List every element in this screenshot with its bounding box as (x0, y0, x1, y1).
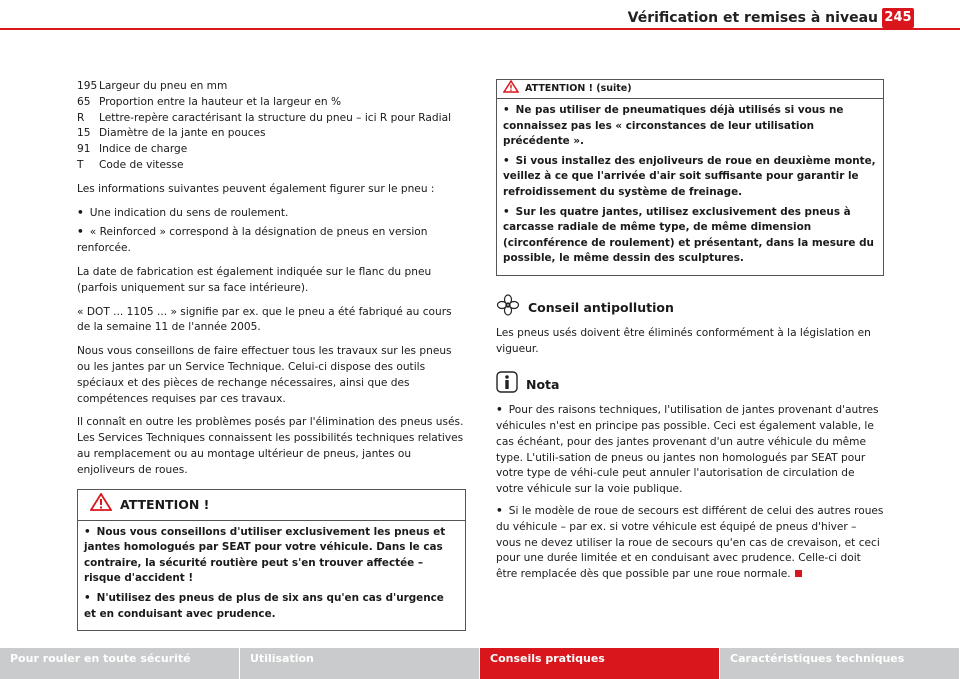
bullet-icon: • (503, 104, 510, 116)
spec-row (77, 158, 466, 174)
note-text: Pour des raisons techniques, l'utilisation de jantes provenant d'autres véhicules n'est en principe pas possible. Ceci est également valable, le cas échéant, pour des jantes provenant d'un autre véhicule du même type. L'utili-sation de pneus ou jantes non homologués par SEAT pour votre type de véhi-cule peut annuler l'autorisation de circulation de votre véhicule sur la voie publique. (496, 404, 879, 496)
warning-continued-body (497, 99, 883, 275)
warning-text: Nous vous conseillons d'utiliser exclusivement les pneus et jantes homologués par SEAT pour votre véhicule. Dans le cas contraire, la sécurité routière peut s'en trouver affectée – risque d'accident ! (84, 525, 446, 585)
spec-row (77, 79, 466, 95)
warning-item (84, 525, 459, 587)
spec-text: Diamètre de la jante en pouces (99, 127, 266, 140)
bullet-icon: • (77, 226, 84, 239)
eco-title: Conseil antipollution (528, 299, 674, 315)
paragraph-info: Les informations suivantes peuvent également figurer sur le pneu : (77, 182, 435, 195)
footer-nav (0, 648, 960, 679)
warning-body (78, 521, 465, 631)
note-text: Si le modèle de roue de secours est différent de celui des autres roues du véhicule – par ex. si votre véhicule est équipé de pneus d'hiver – vous ne devez utiliser la roue de secours qu'en cas de crevaison, et ceci pour une durée limitée et en conduisant avec prudence. Celle-ci doit être remplacée dès que possible par une roue normale. (496, 504, 884, 581)
spec-row (77, 142, 466, 158)
warning-triangle-icon (90, 493, 112, 517)
spec-text: Indice de charge (99, 143, 188, 156)
paragraph-date: La date de fabrication est également indiquée sur le flanc du pneu (parfois uniquement sur sa face intérieure). (77, 265, 432, 294)
footer-tab-practical-tips[interactable]: Conseils pratiques (480, 648, 720, 679)
warning-box (77, 489, 466, 632)
warning-item (503, 154, 877, 201)
spec-text: Largeur du pneu en mm (99, 80, 228, 92)
list-item (77, 225, 466, 257)
bullet-icon: • (496, 404, 503, 417)
warning-item (84, 591, 459, 622)
spec-text: Proportion entre la hauteur et la largeur en % (99, 95, 342, 108)
warning-text: N'utilisez des pneus de plus de six ans qu'en cas d'urgence et en conduisant avec prudence. (84, 591, 444, 620)
warning-text: Si vous installez des enjoliveurs de roue en deuxième monte, veillez à ce que l'arrivée d'air soit suffisante pour garantir le refroidissement du système de freinage. (503, 154, 876, 198)
warning-title: ATTENTION ! (120, 496, 210, 512)
spec-text: Code de vitesse (99, 158, 184, 171)
warning-triangle-icon (503, 80, 519, 99)
bullet-text: Une indication du sens de roulement. (89, 206, 289, 219)
note-title: Nota (526, 377, 560, 393)
paragraph-problems: Il connaît en outre les problèmes posés par l'élimination des pneus usés. Les Services Techniques connaissent les possibilités techniques relatives au remplacement ou au montage ultérieur de pneus, jantes ou enjoliveurs de roues. (77, 416, 464, 476)
info-icon (496, 371, 518, 399)
end-of-section-icon (795, 570, 802, 577)
warning-item (503, 103, 877, 150)
page-number: 245 (882, 8, 914, 28)
note-section-title (496, 371, 884, 399)
spec-row (77, 111, 466, 127)
left-column (77, 79, 466, 631)
bullet-icon: • (496, 504, 503, 517)
paragraph-dot: « DOT ... 1105 ... » signifie par ex. que le pneu a été fabriqué au cours de la semaine 11 de l'année 2005. (77, 305, 452, 334)
spec-code: R (77, 111, 85, 124)
header-rule (0, 28, 960, 30)
spec-code: 91 (77, 143, 91, 156)
spec-code: 195 (77, 80, 98, 92)
bullet-icon: • (84, 525, 91, 538)
spec-row (77, 126, 466, 142)
paragraph-service: Nous vous conseillons de faire effectuer tous les travaux sur les pneus ou les jantes par un Service Technique. Celui-ci dispose des outils spéciaux et des pièces de rechange nécessaires, ainsi que des compétences requises par ces travaux. (77, 345, 452, 405)
tyre-spec-list (77, 79, 466, 174)
warning-header (78, 490, 465, 521)
warning-continued-title: ATTENTION ! (suite) (525, 83, 632, 95)
footer-tab-usage[interactable]: Utilisation (240, 648, 480, 679)
page-header-title: Vérification et remises à niveau (627, 10, 878, 26)
bullet-icon: • (503, 154, 510, 167)
spec-code: 15 (77, 127, 91, 140)
spec-text: Lettre-repère caractérisant la structure du pneu – ici R pour Radial (99, 111, 452, 124)
right-column (496, 79, 884, 587)
list-item (496, 504, 884, 583)
footer-tab-technical[interactable]: Caractéristiques techniques (720, 648, 960, 679)
list-item (496, 403, 884, 498)
flower-icon (496, 294, 520, 322)
bullet-text: « Reinforced » correspond à la désignation de pneus en version renforcée. (77, 226, 428, 255)
spec-row (77, 95, 466, 111)
spec-code: 65 (77, 95, 91, 108)
footer-tab-safety[interactable]: Pour rouler en toute sécurité (0, 648, 240, 679)
warning-continued-header (497, 80, 883, 99)
bullet-icon: • (84, 591, 91, 604)
warning-text: Ne pas utiliser de pneumatiques déjà utilisés si vous ne connaissez pas les « circonstances de leur utilisation précédente ». (503, 104, 844, 148)
warning-text: Sur les quatre jantes, utilisez exclusivement des pneus à carcasse radiale de même type, de même dimension (circonférence de roulement) et présentant, dans la mesure du possible, le même dessin des sculptures. (503, 205, 874, 265)
bullet-icon: • (503, 205, 510, 218)
spec-code: T (77, 158, 84, 171)
warning-item (503, 205, 877, 267)
eco-text: Les pneus usés doivent être éliminés conformément à la législation en vigueur. (496, 326, 871, 355)
list-item (77, 206, 466, 222)
warning-continued-box (496, 79, 884, 276)
bullet-icon: • (77, 206, 84, 219)
eco-section-title (496, 294, 884, 322)
